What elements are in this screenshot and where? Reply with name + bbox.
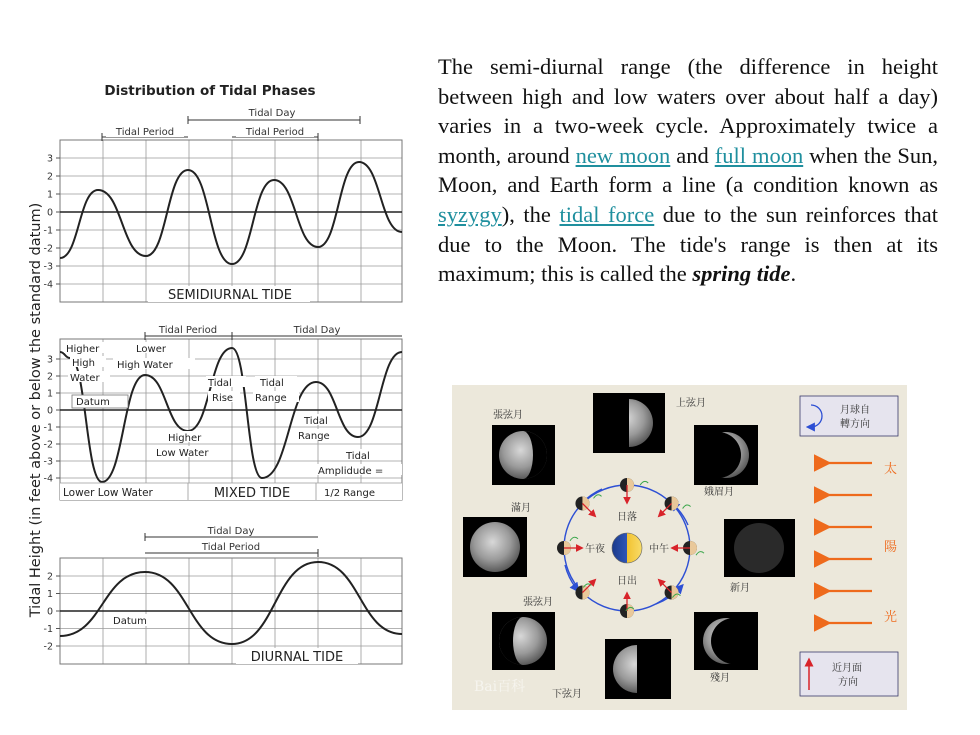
mixed-tidal-range-label-b: Tidal — [304, 416, 328, 427]
semidiurnal-tidal-day-label: Tidal Day — [248, 108, 296, 119]
y-tick-label: -4 — [43, 279, 53, 291]
mixed-tidal-rise-label: Tidal — [208, 378, 232, 389]
near-side-legend — [800, 652, 898, 696]
rotation-legend — [800, 396, 898, 436]
diurnal-y-ticks — [44, 572, 60, 653]
y-tick-label: -3 — [43, 456, 53, 468]
phase-label-waning-crescent: 殘月 — [710, 673, 730, 684]
diurnal-curve — [60, 562, 402, 644]
rotation-legend-label-2: 轉方向 — [840, 419, 870, 430]
phase-photo-waxing-gibbous — [492, 425, 555, 485]
article-text-3: when the Sun, Moon, and Earth form a line (a condition known as — [438, 142, 938, 198]
phase-label-first-quarter: 上弦月 — [676, 398, 706, 409]
diurnal-tidal-period-label: Tidal Period — [201, 542, 261, 553]
mixed-tidal-period-label: Tidal Period — [158, 325, 218, 336]
semidiurnal-tidal-period-label-2: Tidal Period — [245, 127, 305, 138]
y-tick-label: -3 — [43, 261, 53, 273]
moon-phase-diagram — [452, 385, 907, 710]
diurnal-name: DIURNAL TIDE — [250, 650, 344, 665]
y-tick-label: 1 — [46, 388, 53, 400]
near-side-legend-label: 近月面 — [832, 663, 862, 674]
article-text-2: and — [670, 142, 715, 168]
tidal-force-link[interactable]: tidal force — [559, 201, 655, 227]
sunlight-char-3: 光 — [884, 610, 898, 625]
y-tick-label: 0 — [46, 606, 53, 618]
mixed-lower-high-water-label: Lower — [136, 344, 166, 355]
y-tick-label: -2 — [43, 243, 53, 255]
phase-photo-full-moon — [463, 517, 527, 577]
phase-photo-first-quarter — [593, 393, 665, 453]
mixed-datum-label: Datum — [76, 397, 110, 408]
semidiurnal-tidal-period-label-1: Tidal Period — [115, 127, 175, 138]
y-tick-label: 1 — [46, 589, 53, 600]
y-tick-label: 2 — [46, 371, 53, 383]
syzygy-link[interactable]: syzygy — [438, 201, 502, 227]
article-text-4: ), the — [501, 201, 560, 227]
mixed-tidal-rise-label-2: Rise — [212, 393, 234, 404]
semidiurnal-name: SEMIDIURNAL TIDE — [168, 288, 292, 303]
y-tick-label: 0 — [46, 207, 53, 219]
mixed-higher-high-water-label: Higher — [66, 344, 100, 355]
y-tick-label: 0 — [46, 405, 53, 417]
y-tick-label: 1 — [46, 189, 53, 201]
y-tick-label: -2 — [43, 641, 53, 653]
sunlight-char-2: 陽 — [884, 540, 898, 555]
earth-label-noon: 中午 — [649, 544, 669, 555]
phase-label-waxing-gibbous: 張弦月 — [493, 410, 523, 421]
earth-icon — [612, 533, 642, 563]
y-tick-label: -1 — [43, 225, 53, 237]
y-tick-label: 3 — [46, 354, 53, 366]
new-moon-link[interactable]: new moon — [575, 142, 671, 168]
mixed-amplitude-label: Tidal — [346, 451, 370, 462]
earth-label-sunset: 日落 — [617, 512, 637, 523]
y-tick-label: -1 — [43, 422, 53, 434]
mixed-lower-high-water-label-2: High Water — [117, 360, 173, 371]
diurnal-tidal-day-label: Tidal Day — [207, 526, 255, 537]
rotation-legend-label: 月球自 — [840, 405, 870, 416]
article-text-5: due to the sun reinforces that due to the Moon. The tide's range is then at its maximum; this is called the — [438, 201, 939, 287]
article-paragraph — [438, 52, 938, 289]
phase-photo-waning-crescent — [694, 612, 758, 670]
y-tick-label: -2 — [43, 439, 53, 451]
mixed-higher-high-water-label-2: High — [72, 358, 95, 369]
y-tick-label: -4 — [43, 473, 53, 485]
phase-photo-waning-gibbous — [492, 612, 555, 670]
y-tick-label: 3 — [46, 153, 53, 165]
y-tick-label: -1 — [43, 624, 53, 635]
semidiurnal-y-ticks — [44, 154, 60, 291]
phase-label-waning-gibbous: 張弦月 — [523, 597, 553, 608]
phase-label-new-moon: 新月 — [730, 583, 750, 594]
earth-label-midnight: 午夜 — [585, 544, 605, 555]
watermark: Bai百科 — [474, 679, 526, 695]
phase-photo-waxing-crescent — [694, 425, 758, 485]
mixed-tidal-range-label: Tidal — [260, 378, 284, 389]
semidiurnal-grid — [60, 140, 402, 302]
phase-label-waxing-crescent: 娥眉月 — [704, 487, 734, 498]
earth-label-sunrise: 日出 — [617, 576, 637, 587]
sunlight-char-1: 太 — [884, 462, 898, 477]
mixed-tidal-range-label-2: Range — [255, 393, 287, 404]
full-moon-link[interactable]: full moon — [714, 142, 804, 168]
semidiurnal-frame — [60, 140, 402, 302]
semidiurnal-panel — [44, 108, 402, 303]
near-side-legend-label-2: 方向 — [838, 677, 858, 688]
diurnal-datum-label: Datum — [113, 616, 147, 627]
spring-tide-term: spring tide — [692, 261, 791, 287]
figure-title: Distribution of Tidal Phases — [104, 83, 316, 99]
mixed-lower-low-water-label: Lower Low Water — [63, 487, 153, 499]
y-axis-label: Tidal Height (in feet above or below the standard datum) — [28, 202, 44, 618]
tidal-phases-figure — [0, 0, 420, 735]
mixed-higher-low-water-label-2: Low Water — [156, 448, 209, 459]
y-tick-label: 2 — [46, 171, 53, 183]
diurnal-panel — [44, 524, 402, 665]
mixed-higher-low-water-label: Higher — [168, 433, 202, 444]
mixed-tidal-day-label: Tidal Day — [293, 325, 341, 336]
semidiurnal-curve — [60, 162, 402, 264]
mixed-amplitude-label-2: Amplidude = — [318, 466, 384, 477]
phase-photo-last-quarter — [605, 639, 671, 699]
mixed-name: MIXED TIDE — [213, 486, 291, 501]
phase-photo-new-moon — [724, 519, 795, 577]
article-text-1: The semi-diurnal range (the difference in height between high and low waters over about half a day) varies in a two-week cycle. Approximately twice a month, around — [438, 54, 938, 168]
y-tick-label: 2 — [46, 571, 53, 583]
mixed-panel — [44, 323, 402, 501]
mixed-amplitude-label-3: 1/2 Range — [324, 488, 375, 499]
mixed-y-ticks — [44, 355, 60, 485]
phase-label-last-quarter: 下弦月 — [552, 689, 582, 700]
mixed-higher-high-water-label-3: Water — [70, 373, 100, 384]
phase-label-full-moon: 滿月 — [511, 503, 531, 514]
mixed-tidal-range-label-b2: Range — [298, 431, 330, 442]
article-text-6: . — [790, 261, 797, 287]
